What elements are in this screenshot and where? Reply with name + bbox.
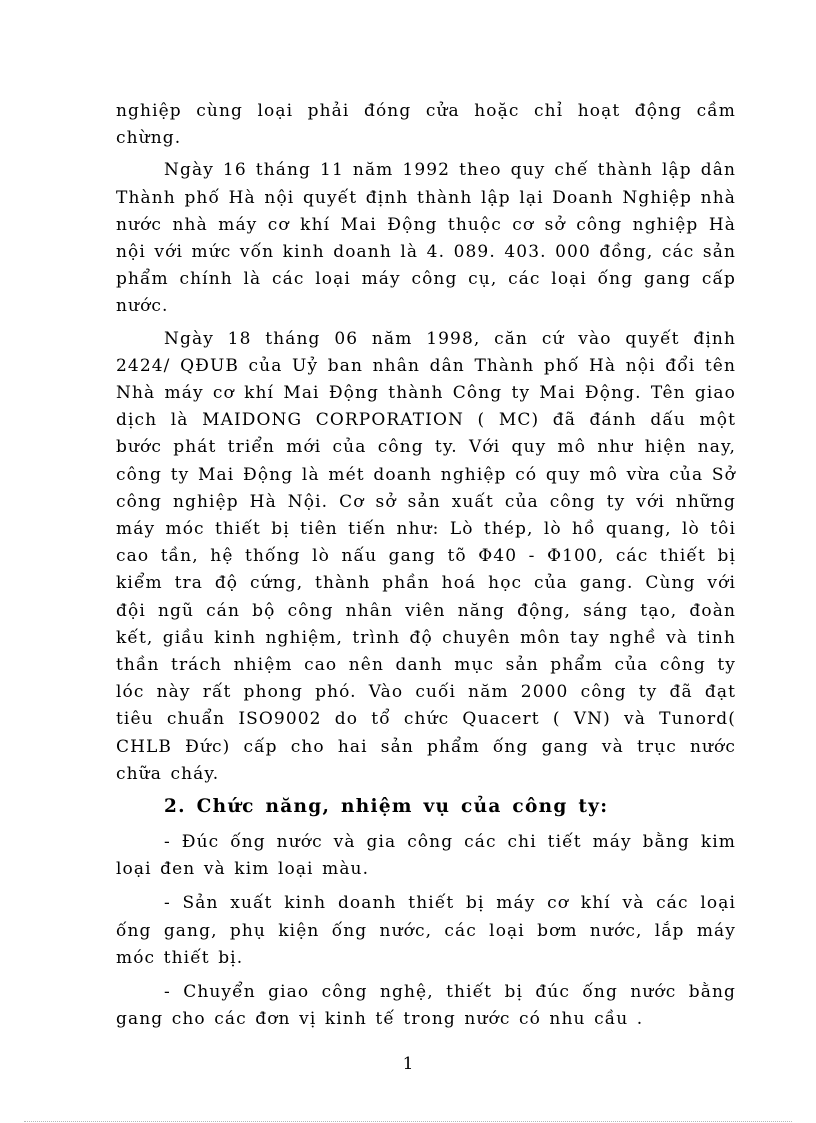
list-item: - Sản xuất kinh doanh thiết bị máy cơ khí và các loại ống gang, phụ kiện ống nước, các loại bơm nước, lắp máy móc thiết bị. [116,893,736,968]
list-item: - Chuyển giao công nghệ, thiết bị đúc ống nước bằng gang cho các đơn vị kinh tế trong nước có nhu cầu . [116,982,736,1030]
section-heading: 2. Chức năng, nhiệm vụ của công ty: [164,796,609,818]
document-page [116,98,736,1041]
paragraph-renaming-1998: Ngày 18 tháng 06 năm 1998, căn cứ vào quyết định 2424/ QĐUB của Uỷ ban nhân dân Thành phố Hà nội đổi tên Nhà máy cơ khí Mai Động thành Công ty Mai Động. Tên giao dịch là MAIDONG CORPORATION ( MC) đã đánh dấu một bước phát triển mới của công ty. Với quy mô như hiện nay, công ty Mai Động là mét doanh nghiệp có quy mô vừa của Sở công nghiệp Hà Nội. Cơ sở sản xuất của công ty với những máy móc thiết bị tiên tiến như: Lò thép, lò hồ quang, lò tôi cao tần, hệ thống lò nấu gang tõ Φ40 - Φ100, các thiết bị kiểm tra độ cứng, thành phần hoá học của gang. Cùng với đội ngũ cán bộ công nhân viên năng động, sáng tạo, đoàn kết, giầu kinh nghiệm, trình độ chuyên môn tay nghề và tinh thần trách nhiệm cao nên danh mục sản phẩm của công ty lóc này rất phong phó. Vào cuối năm 2000 công ty đã đạt tiêu chuẩn ISO9002 do tổ chức Quacert ( VN) và Tunord( CHLB Đức) cấp cho hai sản phẩm ống gang và trục nước chữa cháy. [116,328,736,784]
paragraph-founding-1992: Ngày 16 tháng 11 năm 1992 theo quy chế thành lập dân Thành phố Hà nội quyết định thành lập lại Doanh Nghiệp nhà nước nhà máy cơ khí Mai Động thuộc cơ sở công nghiệp Hà nội với mức vốn kinh doanh là 4. 089. 403. 000 đồng, các sản phẩm chính là các loại máy công cụ, các loại ống gang cấp nước. [116,160,736,317]
page-bottom-divider [24,1121,792,1122]
list-item: - Đúc ống nước và gia công các chi tiết máy bằng kim loại đen và kim loại màu. [116,832,736,880]
page-number: 1 [402,1054,414,1074]
paragraph-continuation: nghiệp cùng loại phải đóng cửa hoặc chỉ hoạt động cầm chừng. [116,101,736,149]
